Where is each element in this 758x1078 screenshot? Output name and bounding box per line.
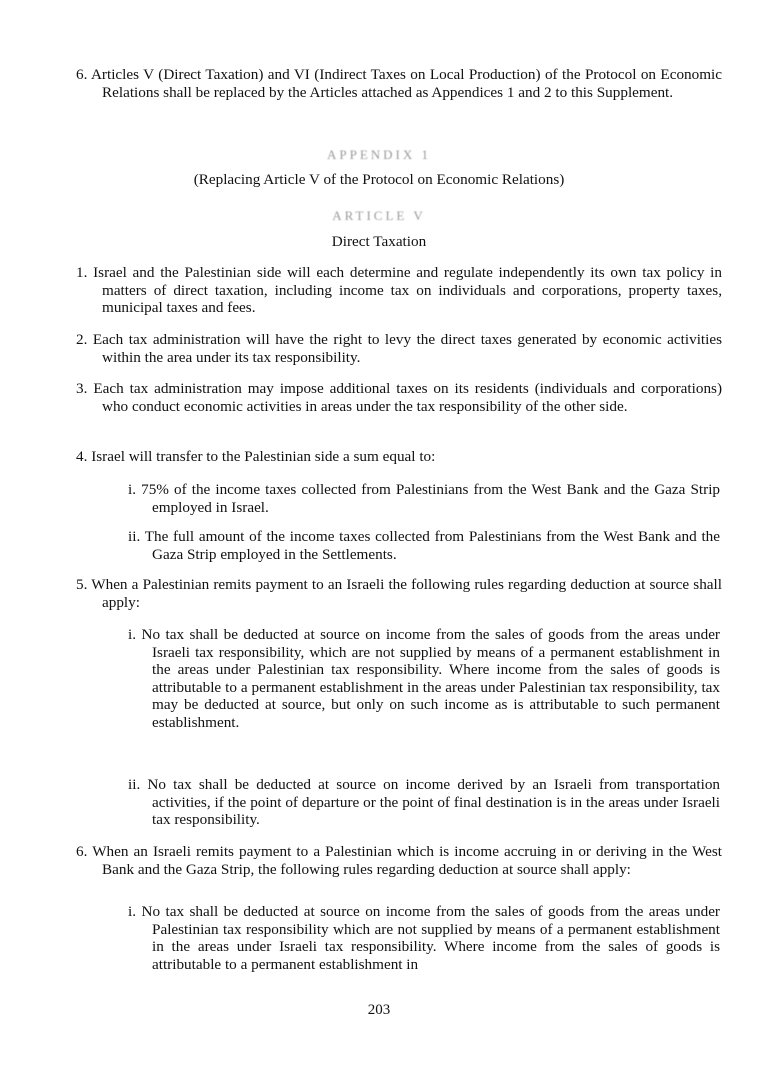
sub-item-text: No tax shall be deducted at source on income from the sales of goods from the areas under Israeli tax responsibility, which are not supplied by means of a permanent establishment in the areas under Palestinian tax responsibility. Where income from the sales of goods is attributable to a permanent establishment in the areas under Palestinian tax responsibility, tax may be deducted at source, but only on such income as is attributable to such permanent establishment.: [141, 626, 720, 731]
sub-item-number: ii.: [128, 528, 141, 545]
list-item-5: [76, 576, 722, 611]
item-text: When an Israeli remits payment to a Palestinian which is income accruing in or deriving in the West Bank and the Gaza Strip, the following rules regarding deduction at source shall apply:: [92, 843, 722, 878]
item-number: 5.: [76, 576, 88, 593]
sub-item-text: No tax shall be deducted at source on income from the sales of goods from the areas under Palestinian tax responsibility which are not supplied by means of a permanent establishment in the areas under Israeli tax responsibility. Where income from the sales of goods is attributable to a permanent establishment in: [141, 903, 720, 973]
list-item-2: [76, 331, 722, 366]
sub-item-6-i: [128, 903, 720, 973]
page-number: 203: [367, 1002, 391, 1018]
item-number: 1.: [76, 264, 88, 281]
sub-item-5-i: [128, 626, 720, 731]
sub-item-number: i.: [128, 903, 137, 920]
item-text: Each tax administration will have the right to levy the direct taxes generated by economic activities within the area under its tax responsibility.: [92, 331, 723, 366]
item-number: 6.: [76, 843, 88, 860]
item-text: Israel will transfer to the Palestinian side a sum equal to:: [91, 448, 436, 465]
appendix-heading: APPENDIX 1: [326, 147, 432, 162]
article-heading: ARTICLE V: [332, 208, 426, 223]
item-text: When a Palestinian remits payment to an Israeli the following rules regarding deduction at source shall apply:: [91, 576, 722, 611]
list-item-4: [76, 448, 722, 466]
sub-item-5-ii: [128, 776, 720, 829]
item-text: Each tax administration may impose additional taxes on its residents (individuals and corporations) who conduct economic activities in areas under the tax responsibility of the other side.: [93, 380, 723, 415]
item-number: 3.: [76, 380, 88, 397]
item-text: Articles V (Direct Taxation) and VI (Indirect Taxes on Local Production) of the Protocol on Economic Relations shall be replaced by the Articles attached as Appendices 1 and 2 to this Supplement.: [90, 66, 722, 101]
list-item-6: [76, 843, 722, 878]
sub-item-number: i.: [128, 481, 137, 498]
appendix-subtitle: (Replacing Article V of the Protocol on Economic Relations): [193, 171, 565, 188]
sub-item-text: The full amount of the income taxes collected from Palestinians from the West Bank and the Gaza Strip employed in the Settlements.: [144, 528, 721, 563]
item-number: 6.: [76, 66, 88, 83]
list-item-3: [76, 380, 722, 415]
sub-item-4-i: [128, 481, 720, 516]
item-number: 4.: [76, 448, 88, 465]
sub-item-text: 75% of the income taxes collected from Palestinians from the West Bank and the Gaza Strip employed in Israel.: [141, 481, 721, 516]
article-title: Direct Taxation: [331, 233, 427, 250]
sub-item-4-ii: [128, 528, 720, 563]
list-item-1: [76, 264, 722, 317]
sub-item-number: i.: [128, 626, 137, 643]
intro-paragraph: [76, 66, 722, 101]
item-number: 2.: [76, 331, 88, 348]
sub-item-text: No tax shall be deducted at source on income derived by an Israeli from transportation activities, if the point of departure or the point of final destination is in the areas under Israeli tax responsibility.: [147, 776, 721, 828]
item-text: Israel and the Palestinian side will each determine and regulate independently its own tax policy in matters of direct taxation, including income tax on individuals and corporations, property taxes, municipal taxes and fees.: [93, 264, 722, 316]
sub-item-number: ii.: [128, 776, 141, 793]
